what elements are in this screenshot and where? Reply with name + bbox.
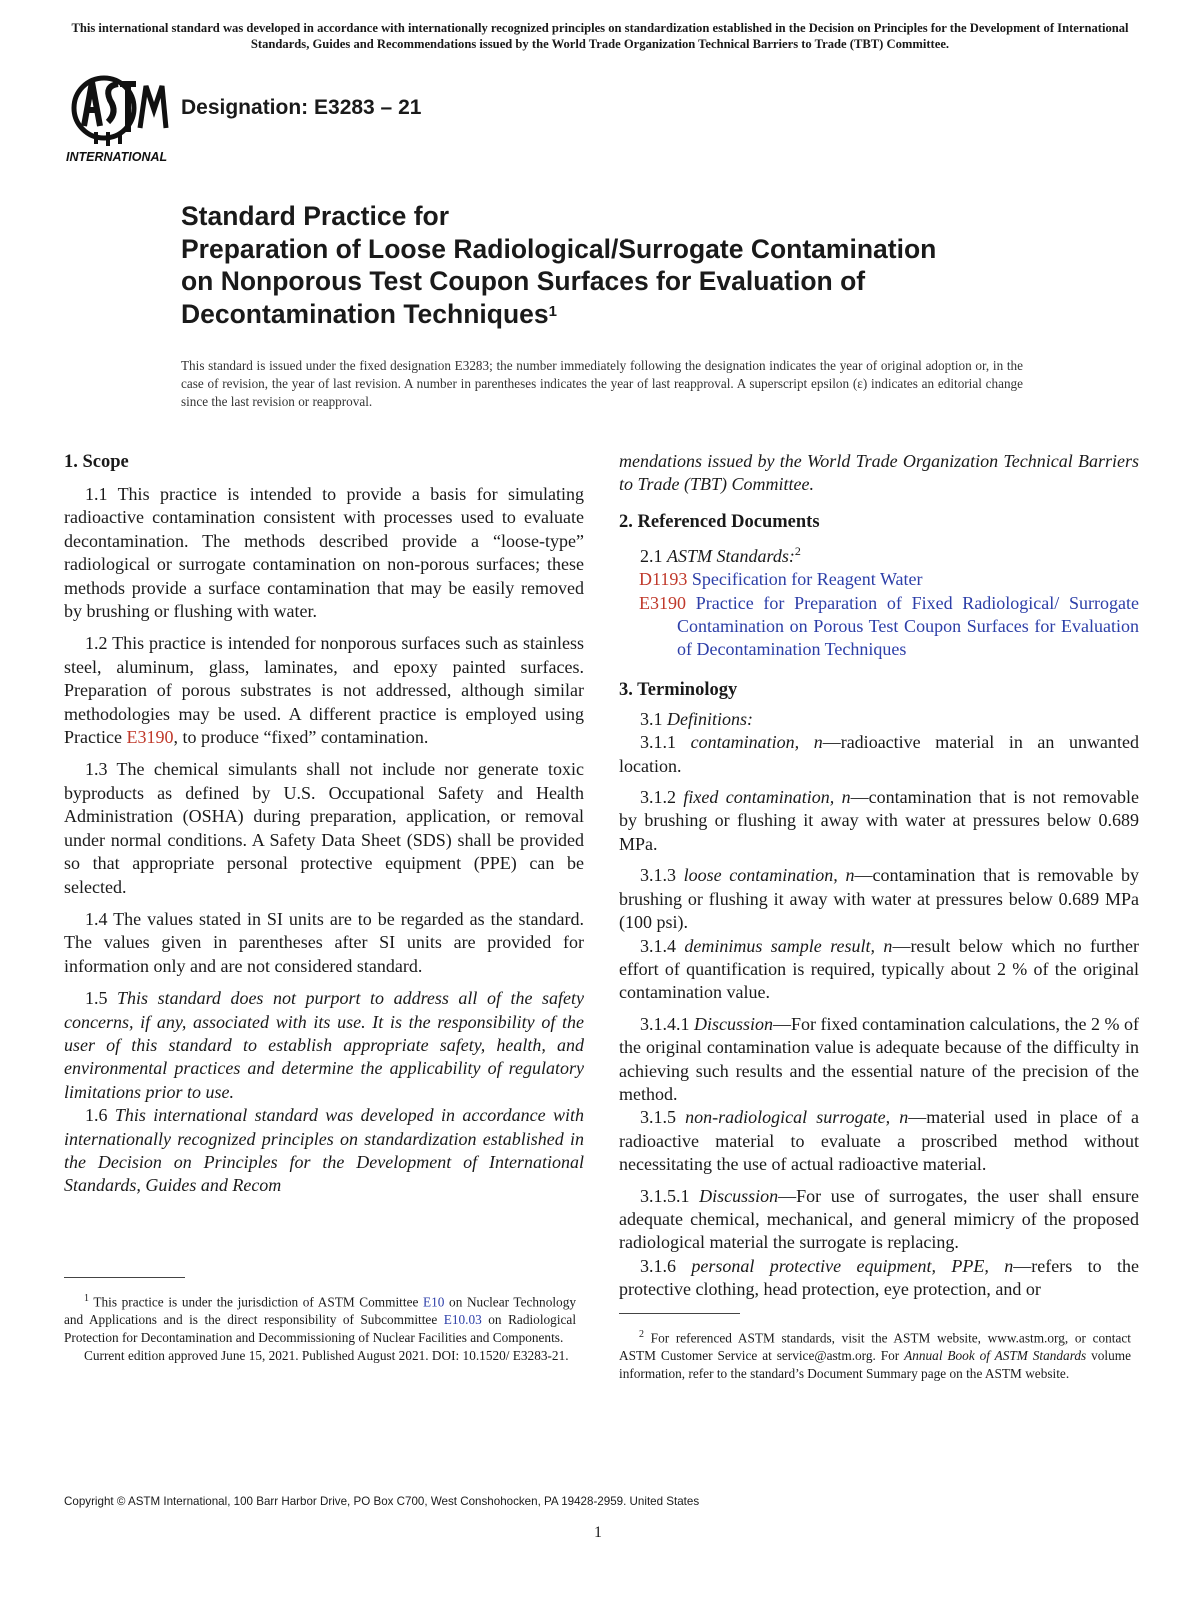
footnote-2 — [619, 1326, 1131, 1383]
footnote-1-edition: Current edition approved June 15, 2021. Published August 2021. DOI: 10.1520/ E3283-21. — [84, 1348, 569, 1364]
paragraph-1-2-tail: , to produce “fixed” contamination. — [173, 727, 429, 748]
definition-item — [619, 1013, 1139, 1107]
copyright-notice: Copyright © ASTM International, 100 Barr Harbor Drive, PO Box C700, West Conshohocken, PA 19428-2959. United States — [64, 1495, 700, 1508]
reference-title: Practice for Preparation of Fixed Radiological/ Surrogate Contamination on Porous Test Coupon Surfaces for Evaluation of Decontamination Techniques — [677, 592, 1140, 660]
paragraph-1-4: 1.4 The values stated in SI units are to be regarded as the standard. The values given in parentheses after SI units are provided for information only and are not considered standard. — [64, 908, 584, 976]
left-column — [64, 450, 584, 1198]
astm-logo — [62, 70, 170, 168]
definition-number: 3.1.2 — [640, 787, 684, 808]
paragraph-1-6-text: This international standard was developed in accordance with internationally recognized principles on standardization established in the Decision on Principles for the Development of International Standards, Guides and Recom — [64, 1105, 584, 1196]
definition-number: 3.1.3 — [640, 865, 684, 886]
definition-number: 3.1.1 — [640, 732, 691, 753]
definition-term: non-radiological surrogate, n — [685, 1107, 909, 1128]
paragraph-1-5-number: 1.5 — [85, 988, 118, 1009]
astm-standards-label: ASTM Standards: — [667, 545, 795, 566]
reference-item-e3190[interactable] — [619, 592, 1139, 662]
footnote-1-text-b: on Nuclear Technology and Applications and is the direct responsibility of Subcommittee — [64, 1294, 576, 1328]
footnote-mark-2: 2 — [794, 543, 801, 558]
definitions-label: Definitions: — [667, 708, 753, 729]
section-heading-referenced-documents: 2. Referenced Documents — [619, 511, 820, 532]
reference-list — [619, 568, 1139, 662]
paragraph-1-5-text: This standard does not purport to address all of the safety concerns, if any, associated with its use. It is the responsibility of the user of this standard to establish appropriate safety, health, and environmental practices and determine the applicability of regulatory limitations prior to use. — [64, 988, 584, 1102]
paragraph-1-5 — [64, 987, 584, 1104]
definition-text: —result below which no further effort of quantification is required, typically about 2 % of the original contamination value. — [619, 935, 1139, 1003]
footnote-rule-left — [64, 1277, 185, 1278]
definition-text: —contamination that is removable by brushing or flushing it away with water at pressures below 0.689 MPa (100 psi). — [619, 865, 1139, 933]
link-e10-03[interactable]: E10.03 — [443, 1312, 482, 1328]
designation: Designation: E3283 – 21 — [181, 96, 422, 119]
reference-code: D1193 — [639, 569, 688, 590]
paragraph-1-1: 1.1 This practice is intended to provide a basis for simulating radioactive contamination consistent with processes used to evaluate decontamination. The methods described provide a “loose-type” radiological or surrogate contamination on non-porous surfaces; these methods provide a surface contamination that may be easily removed by brushing or flushing with water. — [64, 484, 584, 622]
paragraph-1-6 — [64, 1104, 584, 1198]
definition-text: —refers to the protective clothing, head protection, eye protection, and or — [619, 1255, 1139, 1300]
reference-title: Specification for Reagent Water — [691, 569, 923, 590]
definition-text: —radioactive material in an unwanted location. — [619, 732, 1139, 776]
astm-international-logo-icon — [62, 70, 170, 168]
link-e3190[interactable]: E3190 — [126, 727, 174, 748]
footnote-1-text-c: on Radiological Protection for Decontamination and Decommissioning of Nuclear Facilities and Components. — [64, 1312, 577, 1346]
definition-item — [619, 1255, 1139, 1302]
definition-number: 3.1.5 — [640, 1107, 686, 1128]
footnote-2-text-a: For referenced ASTM standards, visit the ASTM website, www.astm.org, or contact ASTM Customer Service at service@astm.org. For — [619, 1330, 1131, 1364]
paragraph-1-2-text: 1.2 This practice is intended for nonporous surfaces such as stainless steel, aluminum, glass, laminates, and epoxy painted surfaces. Preparation of porous substrates is not addressed, although similar methodologies may be used. A different practice is employed using Practice — [64, 633, 584, 748]
astm-standards-subheading — [619, 540, 1139, 568]
definition-term: deminimus sample result, n — [684, 935, 893, 956]
logo-wordmark: INTERNATIONAL — [66, 150, 168, 164]
definitions-subheading — [619, 708, 1139, 731]
definition-text: —For use of surrogates, the user shall ensure adequate chemical, mechanical, and general mimicry of the proposed radiological material the surrogate is replacing. — [619, 1185, 1139, 1253]
paragraph-1-3: 1.3 The chemical simulants shall not include nor generate toxic byproducts as defined by U.S. Occupational Safety and Health Administration (OSHA) during preparation, application, or removal under normal conditions. A Safety Data Sheet (SDS) shall be provided so that appropriate personal protective equipment (PPE) can be selected. — [64, 759, 584, 897]
section-heading-terminology: 3. Terminology — [619, 679, 738, 700]
section-heading-scope: 1. Scope — [64, 452, 129, 472]
definition-term: personal protective equipment, PPE, n — [691, 1255, 1014, 1276]
document-title — [181, 200, 1061, 330]
footnote-2-mark: 2 — [639, 1329, 644, 1340]
title-line-4: Decontamination Techniques — [181, 298, 549, 329]
definition-item — [619, 935, 1139, 1005]
definition-term: contamination, n — [690, 732, 823, 753]
paragraph-1-6-number: 1.6 — [85, 1105, 115, 1126]
link-e10[interactable]: E10 — [423, 1294, 445, 1310]
reference-item-d1193[interactable] — [619, 568, 1139, 591]
footnote-1 — [64, 1290, 576, 1365]
definition-number: 3.1.4.1 — [640, 1013, 695, 1034]
definition-number: 3.1.4 — [640, 935, 685, 956]
footnote-1-text-a: This practice is under the jurisdiction of ASTM Committee — [89, 1294, 423, 1310]
definition-term: fixed contamination, n — [683, 787, 851, 808]
definition-text: —For fixed contamination calculations, the 2 % of the original contamination value is adequate because of the difficulty in achieving such results and the essential nature of the precision of the method. — [619, 1013, 1140, 1104]
definition-item — [619, 1106, 1139, 1176]
reference-code: E3190 — [639, 592, 686, 613]
definition-term: Discussion — [694, 1013, 774, 1034]
definition-number: 3.1.6 — [640, 1255, 692, 1276]
issue-note: This standard is issued under the fixed designation E3283; the number immediately following the designation indicates the year of original adoption or, in the case of revision, the year of last revision. A number in parentheses indicates the year of last reapproval. A superscript epsilon (ε) indicates an editorial change since the last revision or reapproval. — [181, 358, 1023, 409]
page-number: 1 — [594, 1524, 602, 1541]
right-column — [619, 450, 1139, 1302]
definition-text: —contamination that is not removable by brushing or flushing it away with water at pressures below 0.689 MPa. — [619, 787, 1140, 854]
footnote-2-text-b: volume information, refer to the standard’s Document Summary page on the ASTM website. — [619, 1348, 1131, 1382]
definition-item — [619, 786, 1139, 856]
definition-item — [619, 864, 1139, 934]
title-line-2: Preparation of Loose Radiological/Surrogate Contamination — [181, 233, 937, 264]
title-line-1: Standard Practice for — [181, 201, 450, 231]
footnote-2-italic: Annual Book of ASTM Standards — [904, 1348, 1087, 1364]
paragraph-1-6-continuation: mendations issued by the World Trade Organization Technical Barriers to Trade (TBT) Committee. — [619, 451, 1139, 495]
continuation-spacer — [619, 450, 1139, 497]
astm-standards-number: 2.1 — [640, 545, 667, 566]
definition-text: —material used in place of a radioactive material to evaluate a proscribed method without necessitating the use of actual radioactive material. — [619, 1107, 1139, 1175]
footnote-rule-right — [619, 1313, 740, 1314]
definitions-number: 3.1 — [640, 708, 667, 729]
title-footnote-mark: 1 — [548, 302, 557, 320]
definition-item — [619, 1185, 1139, 1255]
title-line-3: on Nonporous Test Coupon Surfaces for Evaluation of — [181, 266, 866, 296]
definition-item — [619, 731, 1139, 778]
footnote-1-mark: 1 — [84, 1293, 89, 1304]
terminology-list — [619, 731, 1139, 1301]
definition-term: Discussion — [699, 1185, 779, 1206]
definition-term: loose contamination, n — [683, 865, 855, 886]
definition-number: 3.1.5.1 — [640, 1185, 700, 1206]
top-notice: This international standard was developed in accordance with internationally recognized principles on standardization established in the Decision on Principles for the Development of International Standards, Guides and Recommendations issued by the World Trade Organization Technical Barriers to Trade (TBT) Committee. — [71, 21, 1129, 51]
paragraph-1-2 — [64, 632, 584, 749]
